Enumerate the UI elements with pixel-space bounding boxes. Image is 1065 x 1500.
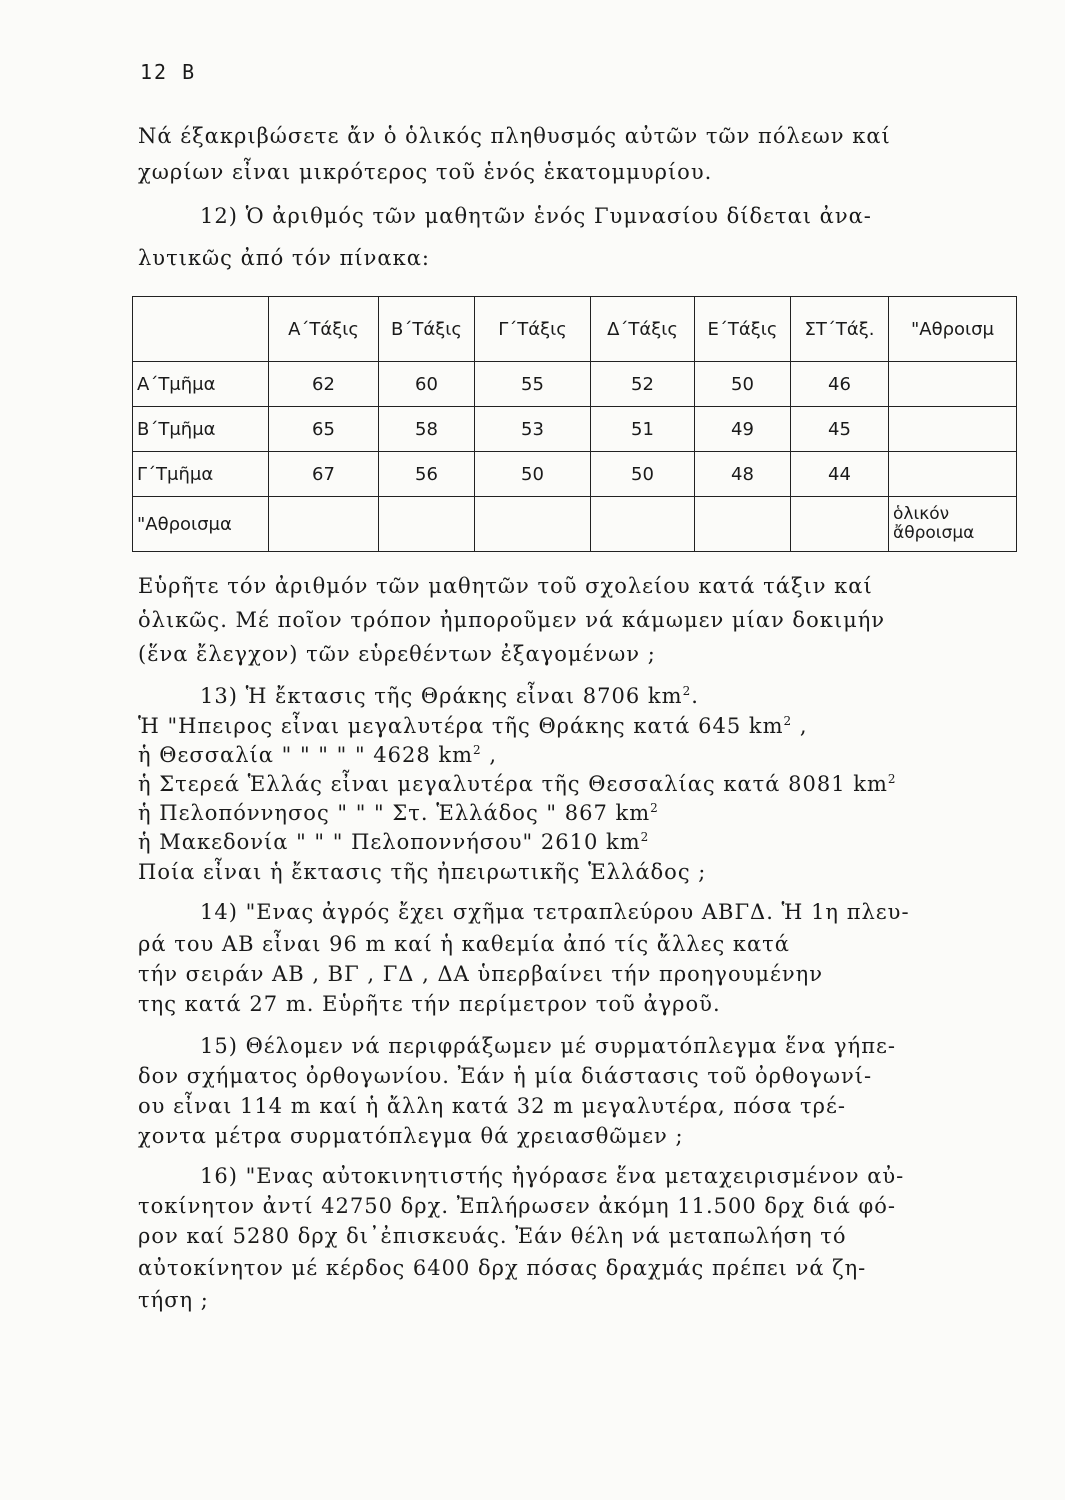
- intro-line-2: χωρίων εἶναι μικρότερος τοῦ ἑνός ἑκατομμυρίου.: [138, 160, 713, 184]
- exercise-15-line-2: δον σχήματος ὀρθογωνίου. Ἐάν ἡ μία διάστασις τοῦ ὀρθογωνί-: [138, 1064, 873, 1088]
- exercise-13-line-6: ἡ Μακεδονία " " " Πελοποννήσου" 2610 $km^2$: [138, 830, 650, 854]
- table-row: [133, 407, 1017, 452]
- intro-line-1: Νά έξακριβώσετε ἄν ὁ ὁλικός πληθυσμός αὐτῶν τῶν πόλεων καί: [138, 124, 891, 148]
- after-table-line-3: (ἕνα ἔλεγχον) τῶν εὑρεθέντων ἐξαγομένων ;: [138, 642, 656, 666]
- grand-total-label-2: ἄθροισμα: [893, 523, 975, 543]
- exercise-16-line-2: τοκίνητον ἀντί 42750 δρχ. Ἐπλήρωσεν ἀκόμη 11.500 δρχ διά φό-: [138, 1194, 896, 1218]
- table-cell: [889, 407, 1017, 452]
- table-cell: 50: [475, 452, 591, 497]
- exercise-13-line-1: 13) Ἡ ἔκτασις τῆς Θράκης εἶναι 8706 $km^2$.: [200, 684, 699, 708]
- exercise-14-line-4: της κατά 27 m. Εὑρῆτε τήν περίμετρον τοῦ ἀγροῦ.: [138, 992, 721, 1016]
- table-cell: [791, 497, 889, 552]
- column-header: Γ΄Τάξις: [475, 297, 591, 362]
- table-cell: 62: [269, 362, 379, 407]
- table-cell: [889, 362, 1017, 407]
- exercise-16-line-1: 16) "Ενας αὐτοκινητιστής ἠγόρασε ἕνα μεταχειρισμένον αὐ-: [200, 1164, 905, 1188]
- exercise-13-line-3: ἡ Θεσσαλία " " " " " 4628 $km^2$ ,: [138, 743, 498, 767]
- table-cell: [695, 497, 791, 552]
- table-corner-cell: [133, 297, 269, 362]
- table-cell: 60: [379, 362, 475, 407]
- table-cell: 48: [695, 452, 791, 497]
- row-label: Α΄Τμῆμα: [133, 362, 269, 407]
- exercise-16-line-4: αὐτοκίνητον μέ κέρδος 6400 δρχ πόσας δραχμάς πρέπει νά ζη-: [138, 1256, 867, 1280]
- table-cell: 49: [695, 407, 791, 452]
- table-row: [133, 362, 1017, 407]
- page-number: 12 B: [140, 60, 197, 84]
- exercise-16-line-3: ρον καί 5280 δρχ δι᾽ἐπισκευάς. Ἐάν θέλη νά μεταπωλήση τό: [138, 1224, 847, 1248]
- table-cell: 52: [591, 362, 695, 407]
- column-header: ΣΤ΄Τάξ.: [791, 297, 889, 362]
- exercise-13-line-7: Ποία εἶναι ἡ ἔκτασις τῆς ἠπειρωτικῆς Ἑλλάδος ;: [138, 860, 707, 884]
- exercise-13-line-2: Ἡ "Ηπειρος εἶναι μεγαλυτέρα τῆς Θράκης κατά 645 $km^2$ ,: [138, 714, 808, 738]
- column-header: "Αθροισμ: [889, 297, 1017, 362]
- column-header: Α΄Τάξις: [269, 297, 379, 362]
- students-table: [132, 296, 1017, 552]
- table-cell: 56: [379, 452, 475, 497]
- column-header: Β΄Τάξις: [379, 297, 475, 362]
- table-cell: [379, 497, 475, 552]
- table-cell: 67: [269, 452, 379, 497]
- exercise-13-line-5: ἡ Πελοπόννησος " " " Στ. Ἑλλάδος " 867 $km^2$: [138, 801, 659, 825]
- table-cell: 44: [791, 452, 889, 497]
- table-cell: [269, 497, 379, 552]
- table-cell: 53: [475, 407, 591, 452]
- after-table-line-1: Εὑρῆτε τόν ἀριθμόν τῶν μαθητῶν τοῦ σχολείου κατά τάξιν καί: [138, 574, 873, 598]
- table-row: [133, 452, 1017, 497]
- exercise-14-line-1: 14) "Ενας ἀγρός ἔχει σχῆμα τετραπλεύρου ΑΒΓΔ. Ἡ 1η πλευ-: [200, 900, 910, 924]
- exercise-15-line-3: ου εἶναι 114 m καί ἡ ἄλλη κατά 32 m μεγαλυτέρα, πόσα τρέ-: [138, 1094, 846, 1118]
- grand-total-cell: [889, 497, 1017, 552]
- exercise-13-line-4: ἡ Στερεά Ἑλλάς εἶναι μεγαλυτέρα τῆς Θεσσαλίας κατά 8081 $km^2$: [138, 772, 897, 796]
- table-cell: 51: [591, 407, 695, 452]
- table-cell: 50: [695, 362, 791, 407]
- table-cell: [889, 452, 1017, 497]
- exercise-14-line-2: ρά του ΑΒ εἶναι 96 m καί ἡ καθεμία ἀπό τίς ἄλλες κατά: [138, 932, 790, 956]
- exercise-14-line-3: τήν σειράν ΑΒ , ΒΓ , ΓΔ , ΔΑ ὑπερβαίνει τήν προηγουμένην: [138, 962, 823, 986]
- column-header: Δ΄Τάξις: [591, 297, 695, 362]
- table-cell: 58: [379, 407, 475, 452]
- exercise-12-line-2: λυτικῶς ἀπό τόν πίνακα:: [138, 246, 430, 270]
- row-label: Β΄Τμῆμα: [133, 407, 269, 452]
- table-header-row: [133, 297, 1017, 362]
- exercise-15-line-1: 15) Θέλομεν νά περιφράξωμεν μέ συρματόπλεγμα ἕνα γήπε-: [200, 1034, 896, 1058]
- exercise-16-line-5: τήση ;: [138, 1288, 209, 1312]
- exercise-15-line-4: χοντα μέτρα συρματόπλεγμα θά χρειασθῶμεν ;: [138, 1124, 684, 1148]
- row-label: "Αθροισμα: [133, 497, 269, 552]
- total-row: [133, 497, 1017, 552]
- grand-total-label-1: ὁλικόν: [893, 504, 950, 524]
- row-label: Γ΄Τμῆμα: [133, 452, 269, 497]
- table-cell: 45: [791, 407, 889, 452]
- table-cell: [475, 497, 591, 552]
- after-table-line-2: ὁλικῶς. Μέ ποῖον τρόπον ἠμποροῦμεν νά κάμωμεν μίαν δοκιμήν: [138, 608, 886, 632]
- exercise-12-line-1: 12) Ὁ ἀριθμός τῶν μαθητῶν ἑνός Γυμνασίου δίδεται ἀνα-: [200, 204, 872, 228]
- table-cell: 65: [269, 407, 379, 452]
- table-cell: 46: [791, 362, 889, 407]
- table-cell: 55: [475, 362, 591, 407]
- column-header: Ε΄Τάξις: [695, 297, 791, 362]
- table-cell: [591, 497, 695, 552]
- table-cell: 50: [591, 452, 695, 497]
